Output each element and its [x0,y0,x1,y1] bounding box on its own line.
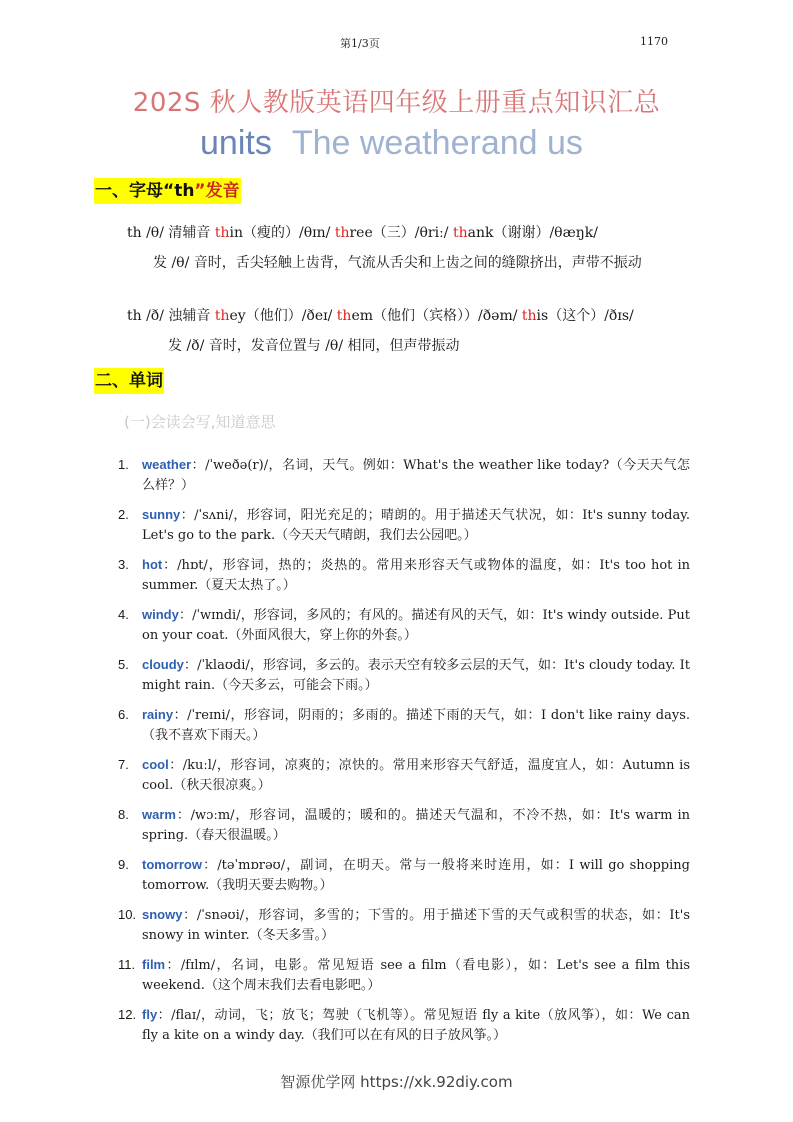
vocab-word: tomorrow [142,857,202,872]
vocab-word: film [142,957,166,972]
page-title: 202S 秋人教版英语四年级上册重点知识汇总 [132,88,661,118]
vocab-definition: ：/ˈsnəʊi/，形容词，多雪的；下雪的。用于描述下雪的天气或积雪的状态，如：It's snowy in winter.（冬天多雪。） [142,908,690,943]
vocab-word: cool [142,757,169,772]
footer-watermark: 智源优学网 https://xk.92diy.com [280,1073,513,1091]
th-voiceless-lead: th /θ/ 清辅音 [127,225,215,241]
word-thank: ank（谢谢）/θæŋk/ [467,225,598,241]
vocab-definition: ：/hɒt/，形容词，热的；炎热的。常用来形容天气或物体的温度，如：It's too hot in summer.（夏天太热了。） [142,558,690,593]
list-item [118,455,690,495]
list-item [118,605,690,645]
th-letters: th [214,225,230,241]
list-item [118,955,690,995]
vocab-word: windy [142,607,179,622]
list-item [118,555,690,595]
th-voiced-note: 发 /ð/ 音时，发音位置与 /θ/ 相同，但声带振动 [168,338,460,354]
vocab-word: rainy [142,707,174,722]
vocab-list [118,455,690,1055]
word-thin: in（瘦的）/θɪn/ [229,225,335,241]
vocab-definition: ：/ˈwɪndi/，形容词，多风的；有风的。描述有风的天气，如：It's windy outside. Put on your coat.（外面风很大，穿上你的外套。） [142,608,690,643]
list-item [118,655,690,695]
th-voiced-line [127,305,634,325]
item-number: 7. [118,757,129,772]
vocab-definition: ：/fɪlm/，名词，电影。常见短语 see a film（看电影），如：Let's see a film this weekend.（这个周末我们去看电影吧。） [142,958,690,993]
section-suffix: ”发音 [194,181,240,201]
vocab-word: sunny [142,507,181,522]
item-number: 6. [118,707,129,722]
word-them: em（他们（宾格））/ðəm/ [351,308,522,324]
vocab-definition: ：/ˈweðə(r)/，名词，天气。例如：What's the weather like today?（今天天气怎么样？） [142,458,690,493]
vocab-definition: ：/kuːl/，形容词，凉爽的；凉快的。常用来形容天气舒适，温度宜人，如：Autumn is cool.（秋天很凉爽。） [142,758,690,793]
th-voiced-lead: th /ð/ 浊辅音 [127,308,215,324]
page-indicator: 第1/3页 [340,37,380,50]
list-item [118,805,690,845]
item-number: 2. [118,507,129,522]
list-item [118,905,690,945]
item-number: 1. [118,457,129,472]
th-letters: th [336,308,352,324]
th-letters: th [452,225,468,241]
th-letters: th [334,225,350,241]
section-heading-th [94,178,241,204]
th-voiceless-line [127,222,598,242]
vocab-word: hot [142,557,163,572]
item-number: 9. [118,857,129,872]
vocab-word: warm [142,807,176,822]
word-three: ree（三）/θriː/ [349,225,453,241]
vocab-word: weather [142,457,192,472]
section-prefix: 一、字母“ [95,181,175,201]
vocab-definition: ：/flaɪ/，动词，飞；放飞；驾驶（飞机等）。常见短语 fly a kite（放风筝），如：We can fly a kite on a windy day.（我们可以在有风的日子放风筝。） [142,1008,690,1043]
item-number: 8. [118,807,129,822]
vocab-definition: ：/ˈklaʊdi/，形容词，多云的。表示天空有较多云层的天气，如：It's cloudy today. It might rain.（今天多云，可能会下雨。） [142,658,690,693]
list-item [118,705,690,745]
vocab-definition: ：/ˈreɪni/，形容词，阴雨的；多雨的。描述下雨的天气，如：I don't like rainy days.（我不喜欢下雨天。） [142,708,690,743]
list-item [118,855,690,895]
vocab-word: cloudy [142,657,184,672]
section-highlight: th [174,181,195,201]
vocab-word: fly [142,1007,158,1022]
word-they: ey（他们）/ðeɪ/ [229,308,337,324]
list-item [118,505,690,545]
vocab-word: snowy [142,907,183,922]
th-voiceless-note: 发 /θ/ 音时，舌尖轻触上齿背，气流从舌尖和上齿之间的缝隙挤出，声带不振动 [153,255,642,271]
th-letters: th [521,308,537,324]
document-number: 1170 [640,35,668,48]
item-number: 5. [118,657,129,672]
page-subtitle [200,124,583,163]
vocab-definition: ：/ˈsʌni/，形容词，阳光充足的；晴朗的。用于描述天气状况，如：It's sunny today. Let's go to the park.（今天天气晴朗，我们去公园吧。） [142,508,690,543]
item-number: 10. [118,907,137,922]
item-number: 3. [118,557,129,572]
vocab-definition: ：/təˈmɒrəʊ/，副词，在明天。常与一般将来时连用，如：I will go shopping tomorrow.（我明天要去购物。） [142,858,690,893]
vocab-definition: ：/wɔːm/，形容词，温暖的；暖和的。描述天气温和，不冷不热，如：It's warm in spring.（春天很温暖。） [142,808,690,843]
list-item [118,1005,690,1045]
subtitle-unit: units [200,124,272,162]
item-number: 12. [118,1007,137,1022]
list-item [118,755,690,795]
th-letters: th [214,308,230,324]
item-number: 11. [118,957,136,972]
subtitle-topic: The weatherand us [291,124,583,162]
subsection-title: (一)会读会写,知道意思 [124,413,276,431]
section-heading-vocab: 二、单词 [94,368,164,394]
word-this: is（这个）/ðɪs/ [536,308,634,324]
item-number: 4. [118,607,129,622]
